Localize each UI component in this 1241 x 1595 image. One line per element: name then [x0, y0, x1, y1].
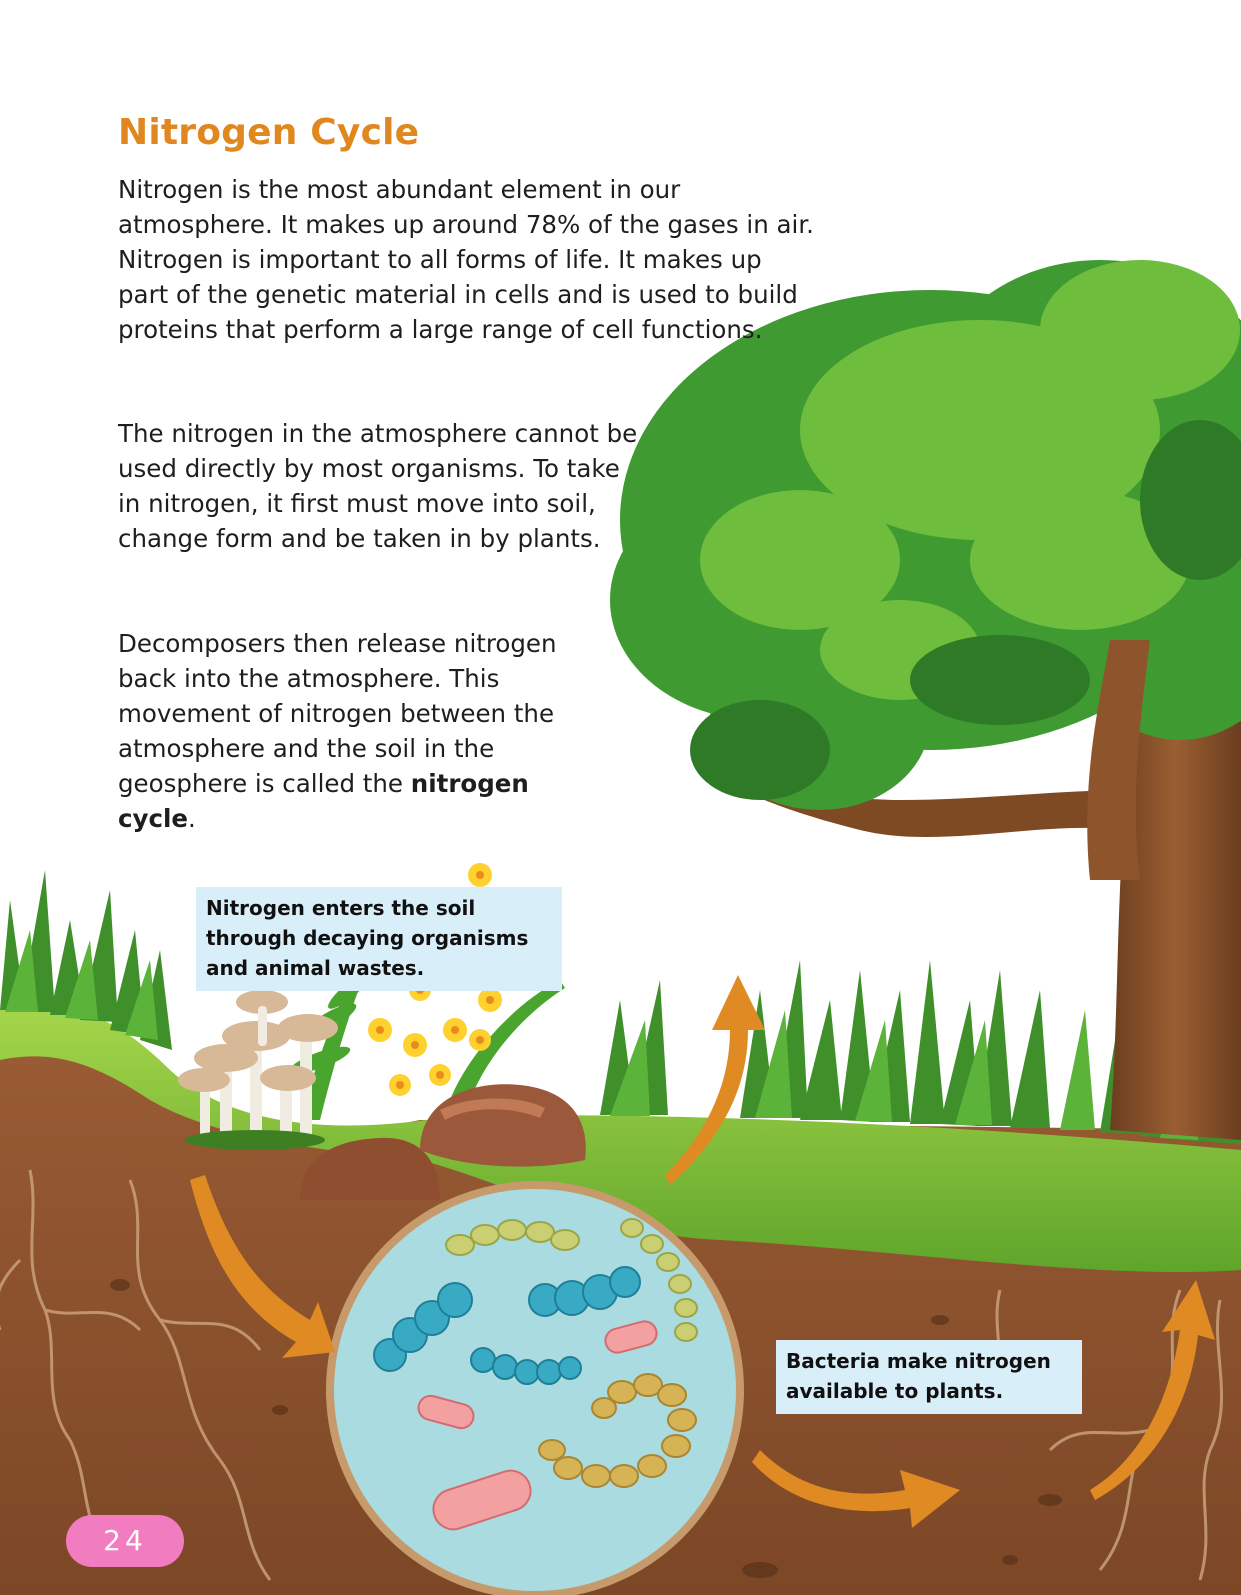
- decomposers-end: .: [188, 804, 196, 833]
- bacteria-callout: Bacteria make nitrogen available to plants.: [776, 1340, 1082, 1414]
- decomposers-text: Decomposers then release nitrogen back into the atmosphere. This movement of nitrogen between the atmosphere and the soil in the geosphere is called the: [118, 629, 557, 798]
- soil-entry-callout: Nitrogen enters the soil through decaying organisms and animal wastes.: [196, 887, 562, 991]
- page-title: Nitrogen Cycle: [118, 112, 420, 153]
- atmosphere-paragraph: The nitrogen in the atmosphere cannot be used directly by most organisms. To take in nitrogen, it first must move into soil, change form and be taken in by plants.: [118, 419, 638, 553]
- page-number-badge: 24: [66, 1515, 184, 1567]
- decomposers-paragraph: [118, 626, 588, 836]
- nitrogen-cycle-term: nitrogen cycle: [118, 769, 529, 833]
- bacteria-icon: [330, 1185, 740, 1595]
- intro-paragraph: Nitrogen is the most abundant element in our atmosphere. It makes up around 78% of the gases in air. Nitrogen is important to all forms of life. It makes up part of the genetic material in cells and is used to build proteins that perform a large range of cell functions.: [118, 175, 814, 344]
